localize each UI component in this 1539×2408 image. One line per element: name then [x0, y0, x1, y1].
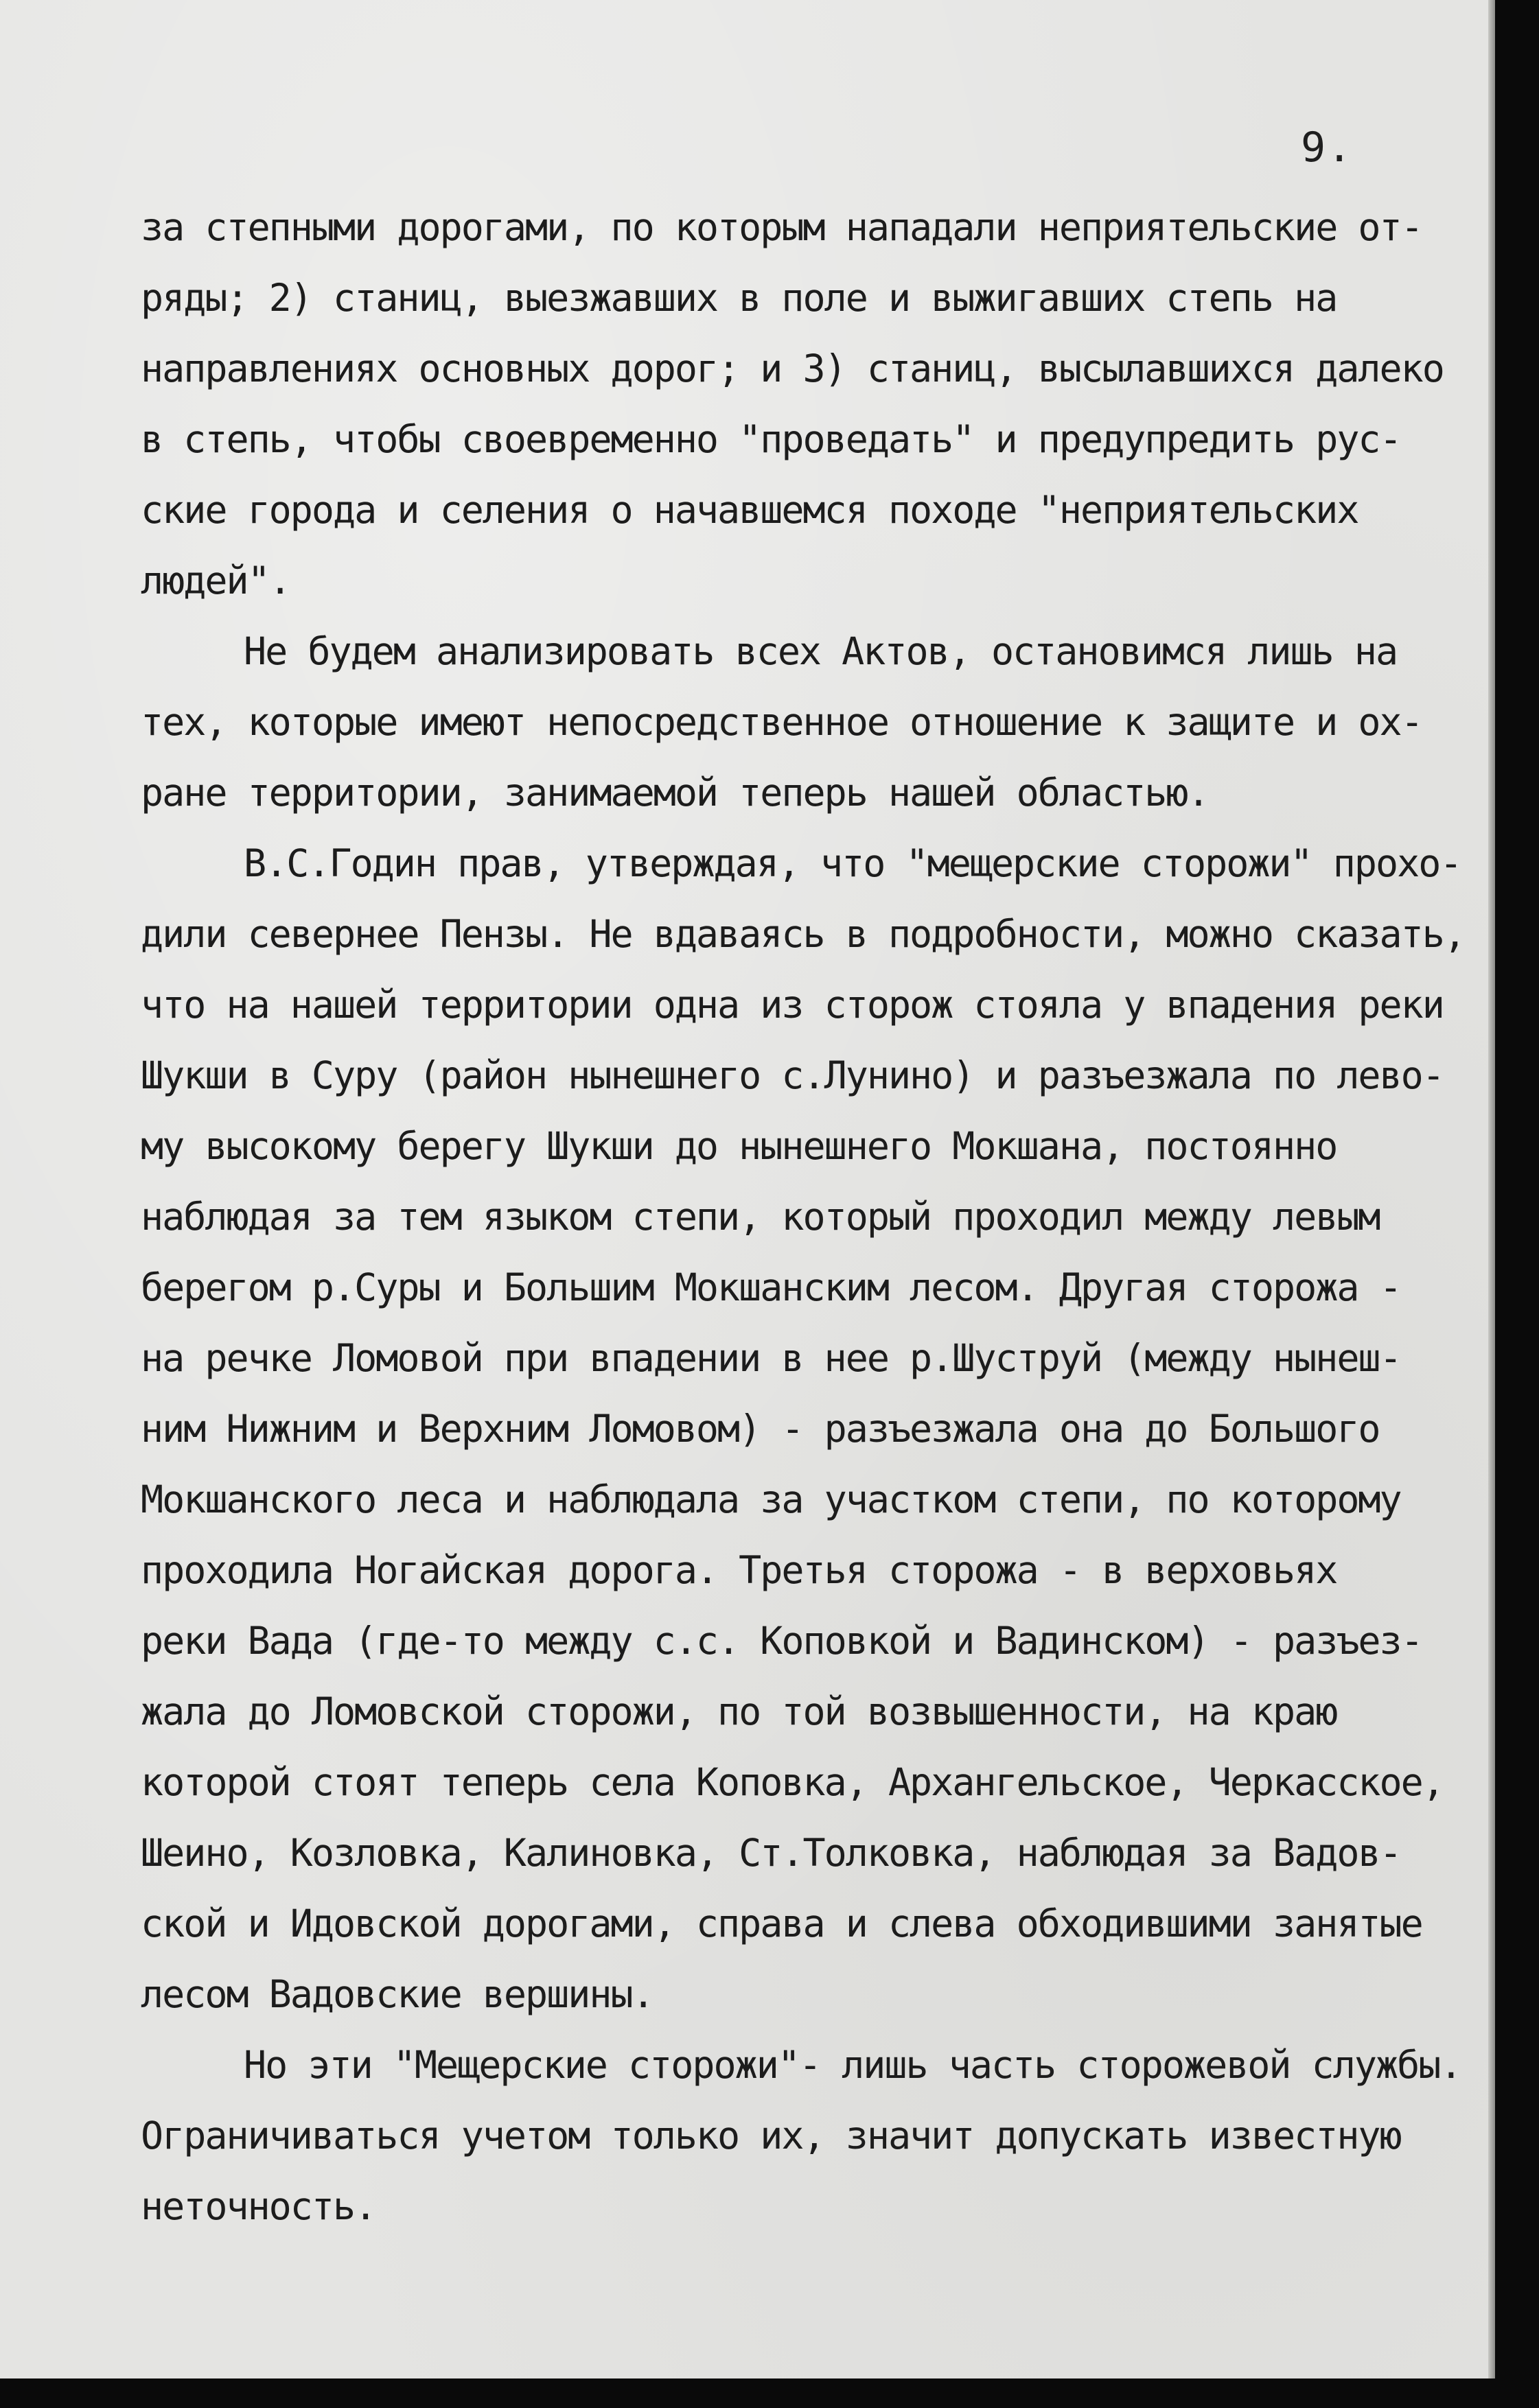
text-line: Мокшанского леса и наблюдала за участком степи, по которому [141, 1477, 1401, 1521]
text-line: за степными дорогами, по которым нападали неприятельские от- [141, 205, 1422, 249]
text-line: наблюдая за тем языком степи, который проходил между левым [141, 1195, 1380, 1239]
text-line: лесом Вадовские вершины. [141, 1972, 653, 2016]
text-line: Но эти "Мещерские сторожи"- лишь часть сторожевой службы. [244, 2043, 1461, 2087]
text-line: Шеино, Козловка, Калиновка, Ст.Толковка, наблюдая за Вадов- [141, 1831, 1401, 1875]
text-line: Шукши в Суру (район нынешнего с.Лунино) и разъезжала по лево- [141, 1053, 1444, 1097]
text-line: тех, которые имеют непосредственное отношение к защите и ох- [141, 700, 1422, 744]
text-line: неточность. [141, 2184, 376, 2228]
text-line: реки Вада (где-то между с.с. Коповкой и Вадинском) - разъез- [141, 1619, 1422, 1663]
text-line: Ограничиваться учетом только их, значит допускать известную [141, 2114, 1401, 2158]
body-text [141, 192, 1465, 2242]
page-edge-shadow [1488, 0, 1495, 2378]
text-line: проходила Ногайская дорога. Третья сторожа - в верховьях [141, 1548, 1337, 1592]
text-line: ним Нижним и Верхним Ломовом) - разъезжала она до Большого [141, 1407, 1380, 1451]
text-line: людей". [141, 559, 290, 603]
text-line: что на нашей территории одна из сторож стояла у впадения реки [141, 983, 1444, 1027]
text-line: направлениях основных дорог; и 3) станиц, высылавшихся далеко [141, 347, 1444, 390]
text-line: ские города и селения о начавшемся походе "неприятельских [141, 488, 1358, 532]
text-line: му высокому берегу Шукши до нынешнего Мокшана, постоянно [141, 1124, 1337, 1168]
text-line: жала до Ломовской сторожи, по той возвышенности, на краю [141, 1690, 1337, 1733]
text-line: ряды; 2) станиц, выезжавших в поле и выжигавших степь на [141, 276, 1337, 320]
text-line: Не будем анализировать всех Актов, остановимся лишь на [244, 629, 1398, 673]
text-line: ране территории, занимаемой теперь нашей областью. [141, 771, 1209, 815]
text-line: которой стоят теперь села Коповка, Архангельское, Черкасское, [141, 1760, 1444, 1804]
text-line: дили севернее Пензы. Не вдаваясь в подробности, можно сказать, [141, 912, 1465, 956]
text-line: В.С.Годин прав, утверждая, что "мещерские сторожи" прохо- [244, 841, 1461, 885]
text-line: ской и Идовской дорогами, справа и слева обходившими занятые [141, 1902, 1422, 1945]
page-number: 9. [1301, 124, 1354, 172]
text-line: берегом р.Суры и Большим Мокшанским лесом. Другая сторожа - [141, 1265, 1401, 1309]
text-line: на речке Ломовой при впадении в нее р.Шуструй (между нынеш- [141, 1336, 1401, 1380]
text-line: в степь, чтобы своевременно "проведать" и предупредить рус- [141, 417, 1401, 461]
